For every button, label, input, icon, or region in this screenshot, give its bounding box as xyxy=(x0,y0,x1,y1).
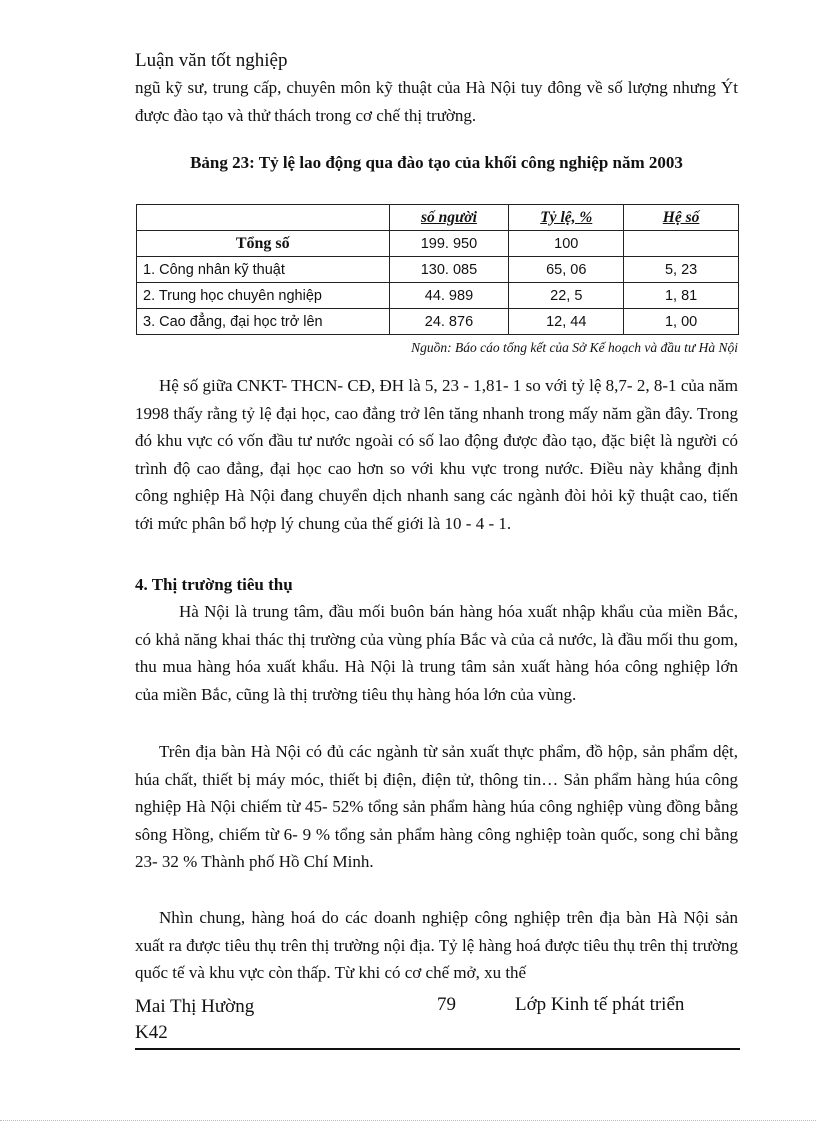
table-cell: 100 xyxy=(509,231,624,257)
footer-class-code: K42 xyxy=(135,1022,168,1043)
table-cell: 22, 5 xyxy=(509,283,624,309)
table-cell: 2. Trung học chuyên nghiệp xyxy=(137,283,390,309)
table-caption: Bảng 23: Tỷ lệ lao động qua đào tạo của khối công nghiệp năm 2003 xyxy=(190,153,683,172)
table-row xyxy=(137,283,739,309)
table-header-row xyxy=(137,205,739,231)
table-cell: 199. 950 xyxy=(389,231,509,257)
table-cell: Tổng số xyxy=(137,231,390,257)
intro-paragraph: ngũ kỹ sư, trung cấp, chuyên môn kỹ thuật của Hà Nội tuy đông về số lượng nhưng Ýt được đào tạo và thử thách trong cơ chế thị trường. xyxy=(135,78,738,125)
table-header-cell: số người xyxy=(389,205,509,231)
table-row xyxy=(137,231,739,257)
page-number: 79 xyxy=(437,994,456,1015)
footer-author-block xyxy=(135,994,254,1046)
table-cell: 65, 06 xyxy=(509,257,624,283)
section-heading: 4. Thị trường tiêu thụ xyxy=(135,575,293,594)
body-paragraph: Hệ số giữa CNKT- THCN- CĐ, ĐH là 5, 23 - 1,81- 1 so với tỷ lệ 8,7- 2, 8-1 của năm 1998 thấy rằng tỷ lệ đại học, cao đẳng trở lên tăng nhanh trong mấy năm gần đây. Trong đó khu vực có vốn đầu tư nước ngoài có số lao động được đào tạo, đặc biệt là người có trình độ cao đẳng, đại học cao hơn so với khu vực trong nước. Điều này khẳng định công nghiệp Hà Nội đang chuyển dịch nhanh sang các ngành đòi hỏi kỹ thuật cao, tiến tới mức phân bổ hợp lý chung của thế giới là 10 - 4 - 1. xyxy=(135,376,738,533)
table-source: Nguồn: Báo cáo tổng kết của Sở Kế hoạch và đầu tư Hà Nội xyxy=(411,340,738,355)
labor-table xyxy=(136,204,739,335)
table-cell: 130. 085 xyxy=(389,257,509,283)
table-header-cell xyxy=(137,205,390,231)
table-cell: 12, 44 xyxy=(509,309,624,335)
table-row xyxy=(137,257,739,283)
table-header-cell: Hệ số xyxy=(624,205,739,231)
table-cell: 44. 989 xyxy=(389,283,509,309)
page-header: Luận văn tốt nghiệp xyxy=(135,50,288,71)
table-header-cell: Tỷ lệ, % xyxy=(509,205,624,231)
footer-divider xyxy=(135,1048,740,1050)
table-row xyxy=(137,309,739,335)
table-cell: 1, 00 xyxy=(624,309,739,335)
table-cell: 24. 876 xyxy=(389,309,509,335)
table-cell: 5, 23 xyxy=(624,257,739,283)
body-paragraph: Hà Nội là trung tâm, đầu mối buôn bán hàng hóa xuất nhập khẩu của miền Bắc, có khả năng khai thác thị trường của vùng phía Bắc và của cả nước, là đầu mối thu gom, thu mua hàng hóa xuất khẩu. Hà Nội là trung tâm sản xuất hàng hóa công nghiệp lớn của miền Bắc, cũng là thị trường tiêu thụ hàng hóa lớn của vùng. xyxy=(135,602,738,704)
table-cell xyxy=(624,231,739,257)
table-cell: 1. Công nhân kỹ thuật xyxy=(137,257,390,283)
body-paragraph: Nhìn chung, hàng hoá do các doanh nghiệp công nghiệp trên địa bàn Hà Nội sản xuất ra được tiêu thụ trên thị trường nội địa. Tỷ lệ hàng hoá được tiêu thụ trên thị trường quốc tế và khu vực còn thấp. Từ khi có cơ chế mở, xu thế xyxy=(135,908,738,982)
page-bottom-border xyxy=(0,1120,816,1121)
table-cell: 3. Cao đẳng, đại học trở lên xyxy=(137,309,390,335)
footer-class-name: Lớp Kinh tế phát triển xyxy=(515,994,685,1015)
table-cell: 1, 81 xyxy=(624,283,739,309)
footer-author: Mai Thị Hường xyxy=(135,996,255,1017)
body-paragraph: Trên địa bàn Hà Nội có đủ các ngành từ sản xuất thực phẩm, đồ hộp, sản phẩm dệt, húa chất, thiết bị máy móc, thiết bị điện, điện tử, thông tin… Sản phẩm hàng húa công nghiệp Hà Nội chiếm từ 45- 52% tổng sản phẩm hàng húa công nghiệp vùng đồng bằng sông Hồng, chiếm từ 6- 9 % tổng sản phẩm hàng công nghiệp toàn quốc, song chỉ bằng 23- 32 % Thành phố Hồ Chí Minh. xyxy=(135,742,738,871)
